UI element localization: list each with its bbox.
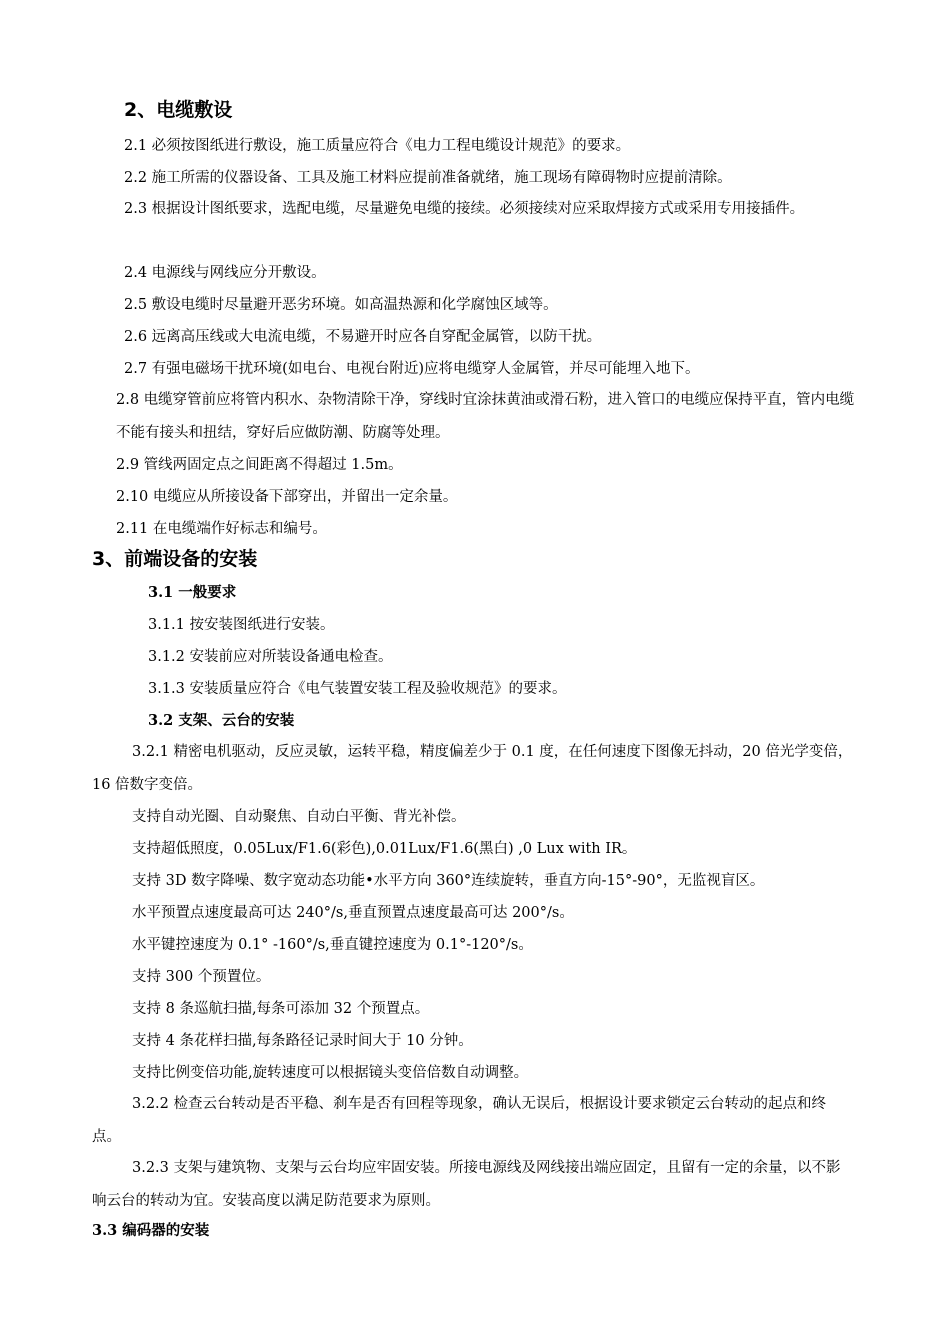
item-2-4: 2.4 电源线与网线应分开敷设。 [124, 265, 326, 281]
item-2-6: 2.6 远离高压线或大电流电缆，不易避开时应各自穿配金属管，以防干扰。 [124, 329, 602, 345]
subsection-3-3-heading: 3.3 编码器的安装 [92, 1222, 210, 1239]
item-3-1-2: 3.1.2 安装前应对所装设备通电检查。 [148, 649, 393, 665]
feature-line: 支持自动光圈、自动聚焦、自动白平衡、背光补偿。 [132, 809, 466, 825]
feature-line: 支持比例变倍功能,旋转速度可以根据镜头变倍倍数自动调整。 [132, 1065, 529, 1081]
item-3-1-1: 3.1.1 按安装图纸进行安装。 [148, 617, 335, 633]
paragraph-3-2-2: 3.2.2 检查云台转动是否平稳、刹车是否有回程等现象，确认无误后，根据设计要求锁定云台转动的起点和终点。 [92, 1096, 826, 1145]
item-2-7: 2.7 有强电磁场干扰环境(如电台、电视台附近)应将电缆穿人金属管，并尽可能埋入地下。 [124, 361, 700, 377]
feature-line: 支持 4 条花样扫描,每条路径记录时间大于 10 分钟。 [132, 1033, 473, 1049]
feature-line: 支持超低照度，0.05Lux/F1.6(彩色),0.01Lux/F1.6(黑白) ,0 Lux with IR。 [132, 841, 637, 857]
item-2-11: 2.11 在电缆端作好标志和编号。 [116, 521, 327, 537]
item-2-8: 2.8 电缆穿管前应将管内积水、杂物清除干净，穿线时宜涂抹黄油或滑石粉，进入管口的电缆应保持平直，管内电缆不能有接头和扭结，穿好后应做防潮、防腐等处理。 [116, 392, 855, 441]
paragraph-3-2-1: 3.2.1 精密电机驱动，反应灵敏，运转平稳，精度偏差少于 0.1 度，在任何速度下图像无抖动，20 倍光学变倍，16 倍数字变倍。 [92, 744, 853, 793]
item-2-2: 2.2 施工所需的仪器设备、工具及施工材料应提前准备就绪，施工现场有障碍物时应提前清除。 [124, 170, 732, 186]
subsection-3-2-heading: 3.2 支架、云台的安装 [148, 712, 295, 729]
feature-line: 水平预置点速度最高可达 240°/s,垂直预置点速度最高可达 200°/s。 [132, 905, 574, 921]
item-2-1: 2.1 必须按图纸进行敷设，施工质量应符合《电力工程电缆设计规范》的要求。 [124, 138, 631, 154]
item-3-1-3: 3.1.3 安装质量应符合《电气装置安装工程及验收规范》的要求。 [148, 681, 567, 697]
feature-line: 支持 8 条巡航扫描,每条可添加 32 个预置点。 [132, 1001, 430, 1017]
item-2-9: 2.9 管线两固定点之间距离不得超过 1.5m。 [116, 457, 403, 473]
item-2-3: 2.3 根据设计图纸要求，选配电缆，尽量避免电缆的接续。必须接续对应采取焊接方式或采用专用接插件。 [124, 201, 805, 217]
section-3-heading: 3、前端设备的安装 [92, 548, 258, 570]
item-2-5: 2.5 敷设电缆时尽量避开恶劣环境。如高温热源和化学腐蚀区域等。 [124, 297, 558, 313]
feature-line: 支持 300 个预置位。 [132, 969, 271, 985]
section-2-heading: 2、电缆敷设 [124, 99, 233, 121]
item-2-10: 2.10 电缆应从所接设备下部穿出，并留出一定余量。 [116, 489, 458, 505]
feature-line: 支持 3D 数字降噪、数字宽动态功能•水平方向 360°连续旋转，垂直方向-15°-90°，无监视盲区。 [132, 873, 765, 889]
subsection-3-1-heading: 3.1 一般要求 [148, 584, 237, 601]
feature-line: 水平键控速度为 0.1° -160°/s,垂直键控速度为 0.1°-120°/s。 [132, 937, 533, 953]
paragraph-3-2-3: 3.2.3 支架与建筑物、支架与云台均应牢固安装。所接电源线及网线接出端应固定，且留有一定的余量，以不影响云台的转动为宜。安装高度以满足防范要求为原则。 [92, 1160, 841, 1209]
